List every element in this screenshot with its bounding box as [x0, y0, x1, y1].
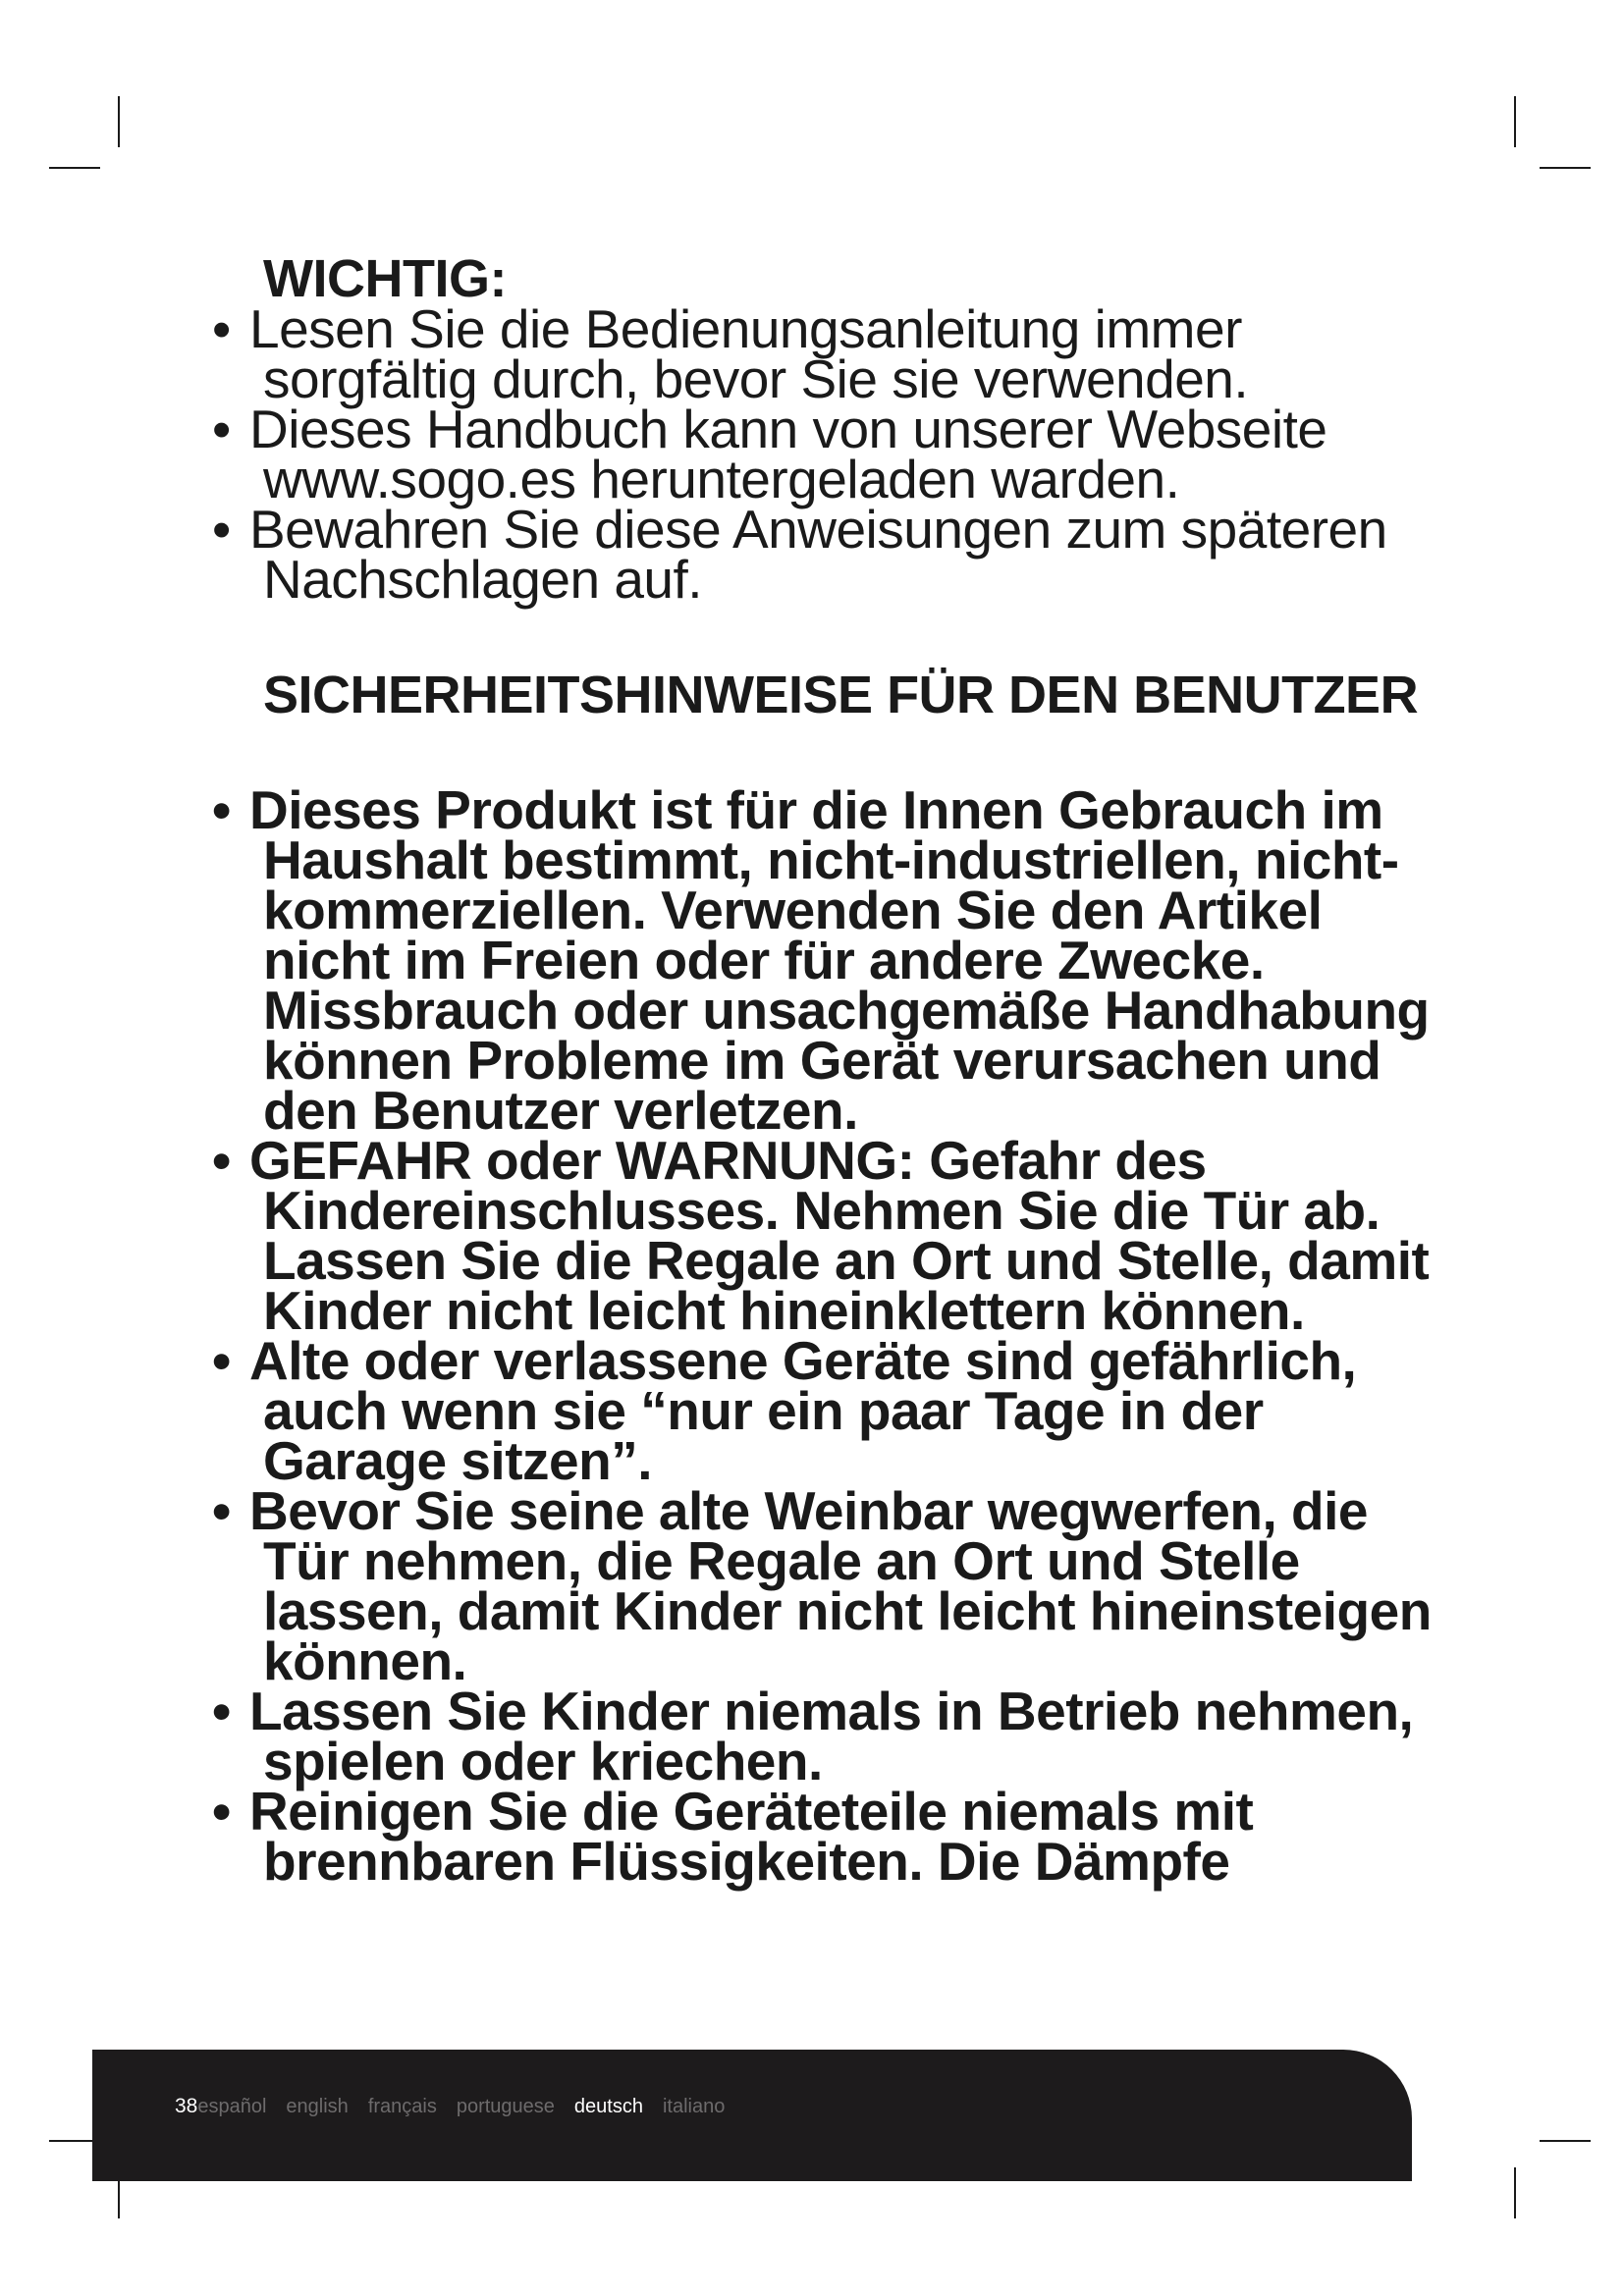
language-english: english — [286, 2096, 349, 2117]
safety-item: • Bevor Sie seine alte Weinbar wegwerfen, die Tür nehmen, die Regale an Ort und Stelle lassen, damit Kinder nicht leicht hineinsteigen können. — [212, 1486, 1439, 1686]
footer-bar — [92, 2050, 1412, 2181]
crop-mark-bottom-right-vertical — [1514, 2167, 1516, 2218]
safety-list — [212, 779, 1439, 1892]
language-espanol: español — [197, 2096, 267, 2117]
intro-item: • Dieses Handbuch kann von unserer Webseite www.sogo.es heruntergeladen warden. — [212, 404, 1439, 505]
crop-mark-bottom-right-horizontal — [1540, 2140, 1591, 2142]
crop-mark-top-left-horizontal — [49, 167, 100, 169]
safety-item: • Reinigen Sie die Geräteteile niemals mit brennbaren Flüssigkeiten. Die Dämpfe — [212, 1787, 1439, 1887]
footer-language-nav — [175, 2095, 744, 2118]
important-heading: WICHTIG: — [263, 249, 507, 308]
page-number: 38 — [175, 2095, 198, 2117]
intro-item: • Lesen Sie die Bedienungsanleitung immer sorgfältig durch, bevor Sie sie verwenden. — [212, 304, 1439, 404]
intro-item: • Bewahren Sie diese Anweisungen zum späteren Nachschlagen auf. — [212, 505, 1439, 605]
safety-section-heading: SICHERHEITSHINWEISE FÜR DEN BENUTZER — [263, 666, 1419, 724]
crop-mark-top-left-vertical — [118, 96, 120, 147]
language-deutsch: deutsch — [573, 2096, 643, 2117]
language-francais: français — [367, 2096, 437, 2117]
crop-mark-top-right-horizontal — [1540, 167, 1591, 169]
language-portuguese: portuguese — [456, 2096, 555, 2117]
safety-item: • Dieses Produkt ist für die Innen Gebrauch im Haushalt bestimmt, nicht-industriellen, nicht-kommerziellen. Verwenden Sie den Artikel nicht im Freien oder für andere Zwecke. Missbrauch oder unsachgemäße Handhabung können Probleme im Gerät verursachen und den Benutzer verletzen. — [212, 785, 1439, 1136]
safety-item: • Lassen Sie Kinder niemals in Betrieb nehmen, spielen oder kriechen. — [212, 1686, 1439, 1787]
intro-list — [212, 298, 1439, 610]
safety-item: • GEFAHR oder WARNUNG: Gefahr des Kindereinschlusses. Nehmen Sie die Tür ab. Lassen Sie die Regale an Ort und Stelle, damit Kinder nicht leicht hineinklettern können. — [212, 1136, 1439, 1336]
manual-page-content — [212, 249, 1439, 1892]
safety-item: • Alte oder verlassene Geräte sind gefährlich, auch wenn sie “nur ein paar Tage in der Garage sitzen”. — [212, 1336, 1439, 1486]
crop-mark-top-right-vertical — [1514, 96, 1516, 147]
language-italiano: italiano — [662, 2096, 726, 2117]
